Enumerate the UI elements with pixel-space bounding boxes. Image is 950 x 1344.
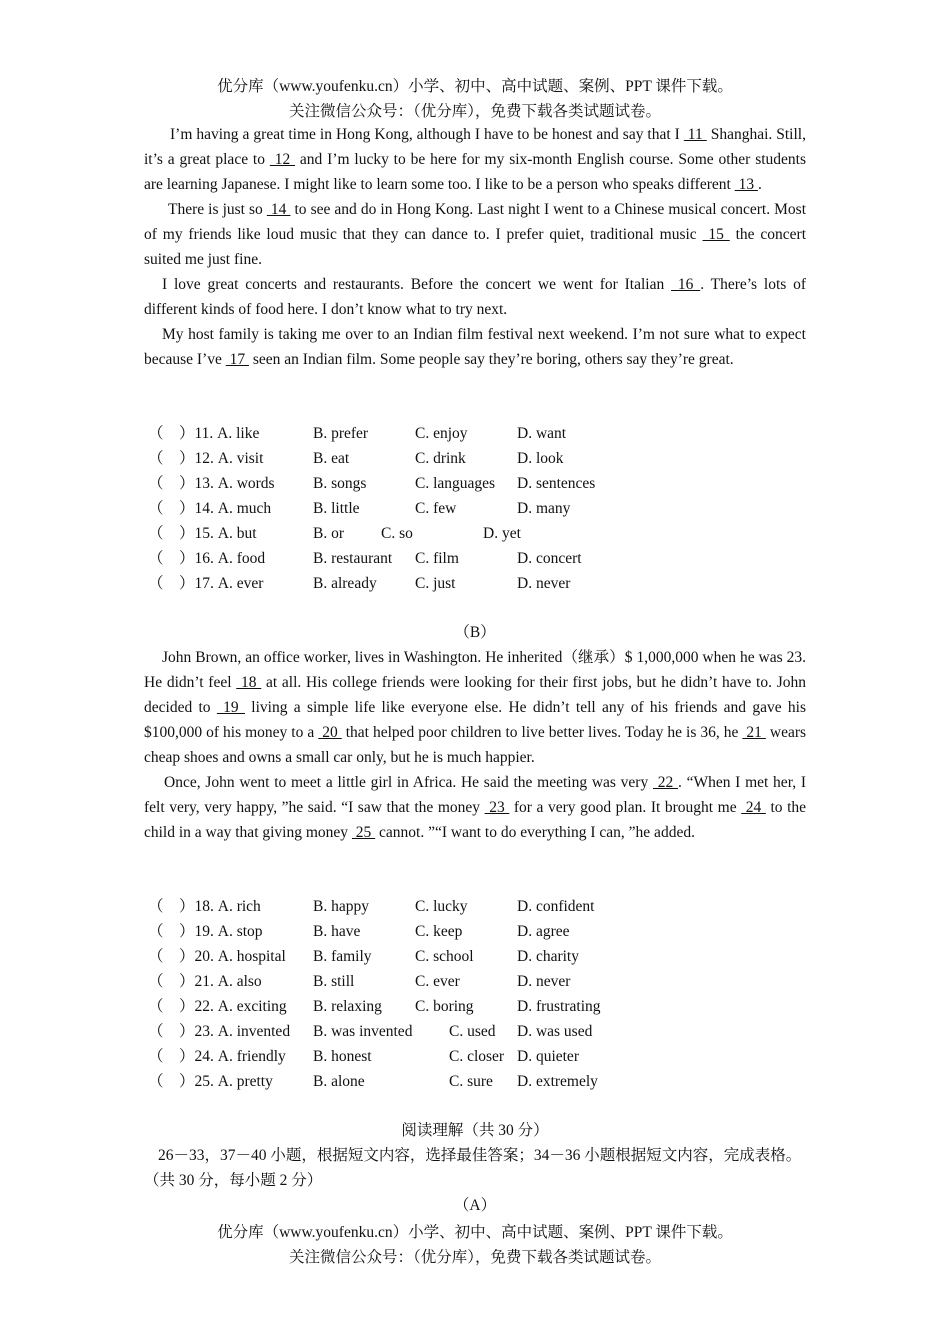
blank-17: 17: [225, 351, 250, 368]
blank-11: 11: [683, 126, 707, 143]
blank-15: 15: [702, 226, 730, 243]
passage-b: [144, 645, 806, 845]
blank-16: 16: [671, 276, 701, 293]
question-19: （ ）19. A. stop B. have C. keep D. agree: [148, 923, 570, 940]
question-13: （ ）13. A. words B. songs C. languages D. sentences: [148, 475, 596, 492]
question-11: （ ）11. A. like B. prefer C. enjoy D. want: [148, 425, 567, 442]
question-22: （ ）22. A. exciting B. relaxing C. boring D. frustrating: [148, 998, 601, 1015]
question-18: （ ）18. A. rich B. happy C. lucky D. confident: [148, 898, 595, 915]
blank-13: 13: [734, 176, 758, 193]
passage-a-paragraph-3: I love great concerts and restaurants. Before the concert we went for Italian 16 . There’s lots of different kinds of food here. I don’t know what to try next.: [144, 276, 807, 318]
passage-a-paragraph-4: My host family is taking me over to an Indian film festival next weekend. I’m not sure what to expect because I’ve 17 seen an Indian film. Some people say they’re boring, others say they’re great.: [144, 326, 806, 368]
passage-a-paragraph-2: There is just so 14 to see and do in Hong Kong. Last night I went to a Chinese musical concert. Most of my friends like loud music that they can dance to. I prefer quiet, traditional music 15 the concert suited me just fine.: [144, 201, 807, 268]
blank-20: 20: [318, 724, 342, 741]
blank-25: 25: [351, 824, 376, 841]
question-15: （ ）15. A. but B. or C. so D. yet: [148, 525, 521, 542]
header-line-2: 关注微信公众号：（优分库），免费下载各类试题试卷。: [288, 103, 661, 120]
blank-12: 12: [269, 151, 296, 168]
footer-line-2: 关注微信公众号：（优分库），免费下载各类试题试卷。: [288, 1249, 661, 1266]
section-b-label: （B）: [454, 624, 496, 641]
question-17: （ ）17. A. ever B. already C. just D. never: [148, 575, 571, 592]
passage-a-paragraph-1: I’m having a great time in Hong Kong, although I have to be honest and say that I 11 Shanghai. Still, it’s a great place to 12 and I’m lucky to be here for my six-month English course. Some other students are learning Japanese. I might like to learn some too. I like to be a person who speaks different 13 .: [144, 126, 806, 193]
blank-24: 24: [741, 799, 766, 816]
blank-22: 22: [652, 774, 678, 791]
blank-23: 23: [484, 799, 510, 816]
passage-b-paragraph-2: Once, John went to meet a little girl in Africa. He said the meeting was very 22 . “When I met her, I felt very, very happy, ”he said. “I saw that the money 23 for a very good plan. It brought me 24 to the child in a way that giving money 25 cannot. ”“I want to do everything I can, ”he added.: [144, 774, 807, 841]
blank-19: 19: [216, 699, 245, 716]
blank-21: 21: [742, 724, 766, 741]
question-23: （ ）23. A. invented B. was invented C. used D. was used: [148, 1023, 593, 1040]
reading-instructions-line-2: （共 30 分，每小题 2 分）: [144, 1172, 323, 1189]
question-16: （ ）16. A. food B. restaurant C. film D. concert: [148, 550, 582, 567]
question-25: （ ）25. A. pretty B. alone C. sure D. extremely: [148, 1073, 598, 1090]
footer-line-1: 优分库（www.youfenku.cn）小学、初中、高中试题、案例、PPT 课件下载。: [217, 1224, 733, 1241]
question-21: （ ）21. A. also B. still C. ever D. never: [148, 973, 571, 990]
passage-b-paragraph-1: John Brown, an office worker, lives in Washington. He inherited（继承）$ 1,000,000 when he was 23. He didn’t feel 18 at all. His college friends were looking for their first jobs, but he didn’t have to. John decided to 19 living a simple life like everyone else. He didn’t tell any of his friends and gave his $100,000 of his money to a 20 that helped poor children to live better lives. Today he is 36, he 21 wears cheap shoes and owns a small car only, but he is much happier.: [144, 649, 807, 766]
header-line-1: 优分库（www.youfenku.cn）小学、初中、高中试题、案例、PPT 课件下载。: [217, 78, 733, 95]
blank-14: 14: [266, 201, 291, 218]
reading-section-a-label: （A）: [453, 1197, 497, 1214]
passage-a: [144, 122, 806, 372]
question-12: （ ）12. A. visit B. eat C. drink D. look: [148, 450, 564, 467]
question-24: （ ）24. A. friendly B. honest C. closer D. quieter: [148, 1048, 579, 1065]
reading-instructions-line-1: 26－33，37－40 小题，根据短文内容，选择最佳答案；34－36 小题根据短文内容，完成表格。: [158, 1147, 802, 1164]
question-14: （ ）14. A. much B. little C. few D. many: [148, 500, 571, 517]
reading-title: 阅读理解（共 30 分）: [401, 1122, 549, 1139]
blank-18: 18: [236, 674, 262, 691]
question-20: （ ）20. A. hospital B. family C. school D. charity: [148, 948, 579, 965]
